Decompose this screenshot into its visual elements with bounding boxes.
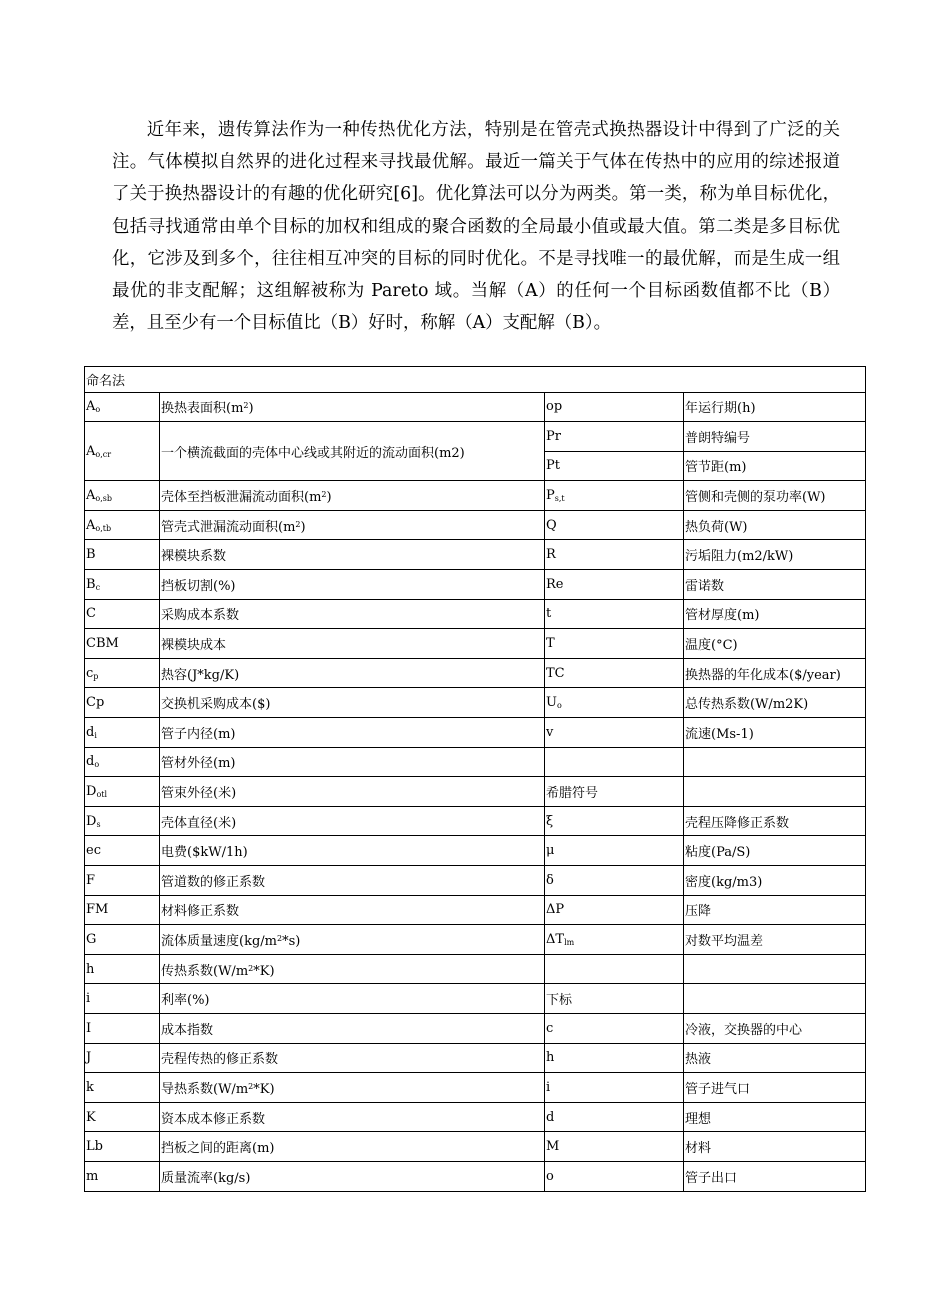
symbol-cell: CBM xyxy=(85,629,160,659)
table-row xyxy=(85,1102,866,1132)
symbol-cell: μ xyxy=(545,836,684,866)
intro-paragraph: 近年来，遗传算法作为一种传热优化方法，特别是在管壳式换热器设计中得到了广泛的关注。气体模拟自然界的进化过程来寻找最优解。最近一篇关于气体在传热中的应用的综述报道了关于换热器设计的有趣的优化研究[6]。优化算法可以分为两类。第一类，称为单目标优化，包括寻找通常由单个目标的加权和组成的聚合函数的全局最小值或最大值。第二类是多目标优化，它涉及到多个，往往相互冲突的目标的同时优化。不是寻找唯一的最优解，而是生成一组最优的非支配解；这组解被称为 Pareto 域。当解（A）的任何一个目标函数值都不比（B）差，且至少有一个目标值比（B）好时，称解（A）支配解（B）。 xyxy=(112,120,840,334)
description-cell: 管材厚度(m) xyxy=(684,599,866,629)
symbol-cell: I xyxy=(85,1013,160,1043)
symbol-cell: B xyxy=(85,540,160,570)
table-row xyxy=(85,1013,866,1043)
symbol-cell: m xyxy=(85,1161,160,1191)
description-cell: 管侧和壳侧的泵功率(W) xyxy=(684,481,866,511)
symbol-cell: k xyxy=(85,1073,160,1103)
table-title-row xyxy=(85,367,866,393)
description-cell: 管子出口 xyxy=(684,1161,866,1191)
table-row xyxy=(85,629,866,659)
table-row xyxy=(85,688,866,718)
description-cell: 传热系数$(W/m^2*K)$ xyxy=(160,954,545,984)
symbol-cell: 希腊符号 xyxy=(545,777,684,807)
table-row xyxy=(85,925,866,955)
table-row xyxy=(85,599,866,629)
description-cell: 质量流率(kg/s) xyxy=(160,1161,545,1191)
symbol-cell: Re xyxy=(545,570,684,600)
symbol-cell: ξ xyxy=(545,806,684,836)
description-cell: 换热表面积$(m^2)$ xyxy=(160,392,545,422)
description-cell: 热容(J*kg/K) xyxy=(160,658,545,688)
symbol-cell: $U_o$ xyxy=(545,688,684,718)
table-row xyxy=(85,747,866,777)
description-cell: 管节距(m) xyxy=(684,451,866,481)
description-cell: 资本成本修正系数 xyxy=(160,1102,545,1132)
description-cell: 热负荷(W) xyxy=(684,510,866,540)
symbol-cell: F xyxy=(85,866,160,896)
symbol-cell: $A_o$ xyxy=(85,392,160,422)
description-cell: 挡板切割(%) xyxy=(160,570,545,600)
table-row xyxy=(85,1043,866,1073)
table-row xyxy=(85,658,866,688)
symbol-cell: h xyxy=(545,1043,684,1073)
symbol-cell: $A_{o,sb}$ xyxy=(85,481,160,511)
table-row xyxy=(85,777,866,807)
description-cell: 挡板之间的距离(m) xyxy=(160,1132,545,1162)
description-cell: 成本指数 xyxy=(160,1013,545,1043)
description-cell: 采购成本系数 xyxy=(160,599,545,629)
symbol-cell: Pt xyxy=(545,451,684,481)
nomenclature-table xyxy=(84,366,866,1192)
description-cell: 交换机采购成本($) xyxy=(160,688,545,718)
description-cell xyxy=(684,777,866,807)
description-cell: 管束外径(米) xyxy=(160,777,545,807)
description-cell: 壳程传热的修正系数 xyxy=(160,1043,545,1073)
table-row xyxy=(85,1161,866,1191)
symbol-cell: $\Delta T_{lm}$ xyxy=(545,925,684,955)
description-cell: 管子内径(m) xyxy=(160,718,545,748)
description-cell: 壳体直径(米) xyxy=(160,806,545,836)
symbol-cell: $D_{otl}$ xyxy=(85,777,160,807)
table-row xyxy=(85,570,866,600)
symbol-cell: Cp xyxy=(85,688,160,718)
description-cell: 冷液，交换器的中心 xyxy=(684,1013,866,1043)
description-cell: 流速(Ms-1) xyxy=(684,718,866,748)
symbol-cell: d xyxy=(545,1102,684,1132)
description-cell: 粘度(Pa/S) xyxy=(684,836,866,866)
symbol-cell: $A_{o,tb}$ xyxy=(85,510,160,540)
symbol-cell: o xyxy=(545,1161,684,1191)
table-row xyxy=(85,895,866,925)
description-cell: 管子进气口 xyxy=(684,1073,866,1103)
description-cell: 温度(°C) xyxy=(684,629,866,659)
description-cell: 裸模块系数 xyxy=(160,540,545,570)
table-row xyxy=(85,984,866,1014)
symbol-cell: $c_p$ xyxy=(85,658,160,688)
symbol-cell xyxy=(545,747,684,777)
description-cell: 利率(%) xyxy=(160,984,545,1014)
description-cell: 普朗特编号 xyxy=(684,422,866,452)
description-cell: 理想 xyxy=(684,1102,866,1132)
symbol-cell: 下标 xyxy=(545,984,684,1014)
description-cell: 年运行期(h) xyxy=(684,392,866,422)
description-cell: 裸模块成本 xyxy=(160,629,545,659)
description-cell: 换热器的年化成本($/year) xyxy=(684,658,866,688)
symbol-cell: h xyxy=(85,954,160,984)
symbol-cell: TC xyxy=(545,658,684,688)
symbol-cell: M xyxy=(545,1132,684,1162)
symbol-cell: i xyxy=(545,1073,684,1103)
symbol-cell: $d_i$ xyxy=(85,718,160,748)
symbol-cell: δ xyxy=(545,866,684,896)
table-row xyxy=(85,510,866,540)
description-cell: 材料修正系数 xyxy=(160,895,545,925)
symbol-cell: J xyxy=(85,1043,160,1073)
description-cell: 管壳式泄漏流动面积$(m^2)$ xyxy=(160,510,545,540)
description-cell xyxy=(684,984,866,1014)
symbol-cell: v xyxy=(545,718,684,748)
description-cell: 壳程压降修正系数 xyxy=(684,806,866,836)
symbol-cell: T xyxy=(545,629,684,659)
description-cell: 流体质量速度$(kg/m^2*s)$ xyxy=(160,925,545,955)
description-cell: 一个横流截面的壳体中心线或其附近的流动面积(m2) xyxy=(160,422,545,481)
description-cell: 管道数的修正系数 xyxy=(160,866,545,896)
description-cell: 导热系数$(W/m^2*K)$ xyxy=(160,1073,545,1103)
description-cell: 对数平均温差 xyxy=(684,925,866,955)
symbol-cell: $D_s$ xyxy=(85,806,160,836)
description-cell: 电费($kW/1h) xyxy=(160,836,545,866)
symbol-cell: G xyxy=(85,925,160,955)
description-cell: 压降 xyxy=(684,895,866,925)
description-cell: 雷诺数 xyxy=(684,570,866,600)
table-row xyxy=(85,718,866,748)
symbol-cell: $B_c$ xyxy=(85,570,160,600)
symbol-cell: Pr xyxy=(545,422,684,452)
symbol-cell: Lb xyxy=(85,1132,160,1162)
symbol-cell: C xyxy=(85,599,160,629)
symbol-cell: i xyxy=(85,984,160,1014)
symbol-cell: op xyxy=(545,392,684,422)
symbol-cell: $P_{s,t}$ xyxy=(545,481,684,511)
description-cell: 污垢阻力(m2/kW) xyxy=(684,540,866,570)
table-row xyxy=(85,836,866,866)
description-cell: 热液 xyxy=(684,1043,866,1073)
symbol-cell xyxy=(545,954,684,984)
table-row xyxy=(85,954,866,984)
table-row xyxy=(85,422,866,452)
description-cell: 总传热系数(W/m2K) xyxy=(684,688,866,718)
symbol-cell: FM xyxy=(85,895,160,925)
symbol-cell: Q xyxy=(545,510,684,540)
description-cell: 密度(kg/m3) xyxy=(684,866,866,896)
symbol-cell: ΔP xyxy=(545,895,684,925)
symbol-cell: c xyxy=(545,1013,684,1043)
description-cell xyxy=(684,954,866,984)
symbol-cell: $A_{o,cr}$ xyxy=(85,422,160,481)
table-row xyxy=(85,392,866,422)
symbol-cell: $d_o$ xyxy=(85,747,160,777)
table-row xyxy=(85,1073,866,1103)
table-title: 命名法 xyxy=(85,367,866,393)
symbol-cell: t xyxy=(545,599,684,629)
table-row xyxy=(85,1132,866,1162)
symbol-cell: K xyxy=(85,1102,160,1132)
table-row xyxy=(85,481,866,511)
description-cell: 管材外径(m) xyxy=(160,747,545,777)
table-row xyxy=(85,866,866,896)
description-cell: 壳体至挡板泄漏流动面积$(m^2)$ xyxy=(160,481,545,511)
symbol-cell: ec xyxy=(85,836,160,866)
table-row xyxy=(85,540,866,570)
table-row xyxy=(85,806,866,836)
description-cell xyxy=(684,747,866,777)
description-cell: 材料 xyxy=(684,1132,866,1162)
symbol-cell: R xyxy=(545,540,684,570)
